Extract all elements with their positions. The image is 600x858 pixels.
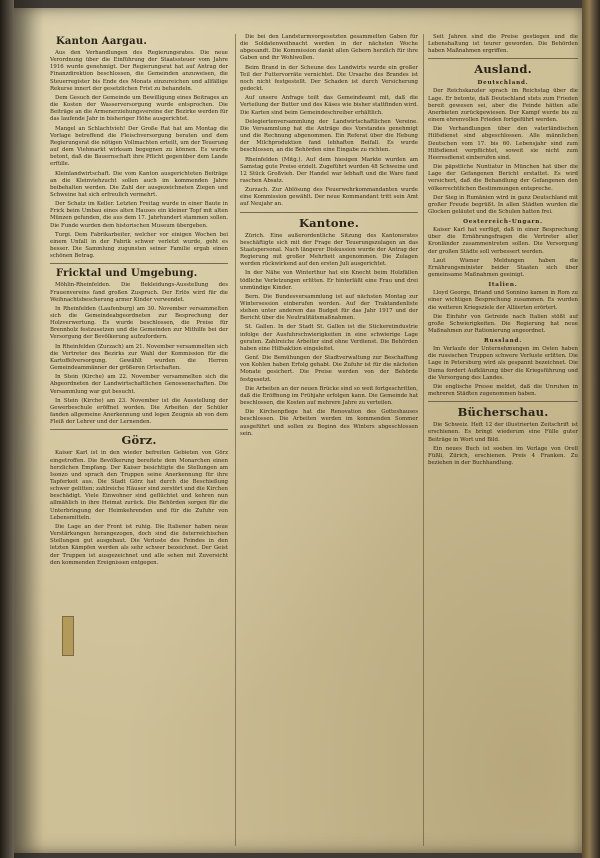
page-edge [582,0,600,858]
section-rule [428,58,578,59]
article-paragraph: Auf unsere Anfrage teilt das Gemeindeamt mit, daß die Verteilung der Butter und des Käses wie bisher stattfinden wird. Die Karten sind beim Gemeindeschreiber erhältlich. [240,95,418,116]
article-paragraph: Die Verhandlungen über den vaterländischen Hilfsdienst sind abgeschlossen. Alle männlichen Deutschen vom 17. bis 60. Lebensjahr sind zum Hilfsdienst verpflichtet, soweit sie nicht zum Heeresdienst einberufen sind. [428,126,578,161]
column-divider [423,34,424,846]
heading-ausland: Ausland. [474,62,532,77]
article-paragraph: Der Schatz im Keller. Letzten Freitag wurde in einer Baute in Frick beim Umbau eines alten Hauses ein kleiner Topf mit alten Münzen gefunden, die aus dem 17. Jahrhundert stammen sollen. Die Funde wurden dem historischen Museum übergeben. [50,201,228,229]
section-rule [428,401,578,402]
subheading-deutschland: Deutschland. [477,80,529,87]
article-paragraph: Genf. Die Bemühungen der Stadtverwaltung zur Beschaffung von Kohlen haben Erfolg gehabt. Die Zufuhr ist für die nächsten Monate gesichert. Die Preise werden von der Behörde festgesetzt. [240,355,418,383]
article-paragraph: Dem Gesuch der Gemeinde um Bewilligung eines Beitrages an die Kosten der Wasserversorgung wurde entsprochen. Die Beiträge an die Armenerziehungsvereine der Bezirke werden für das laufende Jahr in bisheriger Höhe ausgerichtet. [50,94,228,123]
article-paragraph: Aus den Verhandlungen des Regierungsrates. Die neue Verordnung über die Einführung der Staatssteuer vom Jahre 1916 wurde genehmigt. Der Regierungsrat hat auf Antrag der Finanzdirektion beschlossen, die Gemeinden anzuweisen, die Steuerregister bis Ende des Monats einzureichen und allfällige Rekurse innert der gesetzlichen Frist zu behandeln. [50,50,228,92]
column-3 [428,34,578,846]
article-paragraph: Turgi. Dem Fabrikarbeiter, welcher vor einigen Wochen bei einem Unfall in der Fabrik schwer verletzt wurde, geht es besser. Die Sammlung zugunsten seiner Familie ergab einen schönen Betrag. [50,231,228,260]
article-paragraph: Kaiser Karl ist in den wieder befreiten Gebieten von Görz eingetroffen. Die Bevölkerung bereitete dem Monarchen einen herzlichen Empfang. Der Kaiser besichtigte die Stellungen am Isonzo und sprach den Truppen seine Anerkennung für ihre Tapferkeit aus. Die Stadt Görz hat durch die Beschießung schwer gelitten; zahlreiche Häuser sind zerstört und die Kirchen beschädigt. Viele Einwohner sind geflüchtet und kehren nun allmählich in ihre Heimat zurück. Die Behörden sorgen für die Unterbringung der Heimkehrenden und für die Zufuhr von Lebensmitteln. [50,450,228,521]
article-paragraph: Die Schweiz. Heft 12 der illustrierten Zeitschrift ist erschienen. Es bringt wiederum eine Fülle guter Beiträge in Wort und Bild. [428,422,578,443]
heading-goerz: Görz. [121,433,157,448]
article-paragraph: Beim Brand in der Scheune des Landwirts wurde ein großer Teil der Futtervorräte vernichtet. Die Ursache des Brandes ist noch nicht festgestellt. Der Schaden ist durch Versicherung gedeckt. [240,64,418,93]
article-paragraph: Die Arbeiten an der neuen Brücke sind so weit fortgeschritten, daß die Eröffnung im Frühjahr erfolgen kann. Die Gemeinde hat beschlossen, die Kosten auf mehrere Jahre zu verteilen. [240,385,418,407]
column-2 [240,34,418,846]
newspaper-page [14,8,582,853]
article-paragraph: In Rheinfelden (Laufenburg) am 30. November versammelten sich die Gemeindeabgeordneten zur Besprechung der Holzverwertung. Es wurde beschlossen, die Preise für Brennholz festzusetzen und die Gemeinden zur Mithilfe bei der Versorgung der Bevölkerung aufzufordern. [50,305,228,341]
heading-kantone: Kantone. [298,215,360,230]
article-paragraph: St. Gallen. In der Stadt St. Gallen ist die Stickereiindustrie infolge der Ausfuhrschwierigkeiten in eine schwierige Lage geraten. Zahlreiche Arbeiter sind ohne Verdienst. Die Behörden haben eine Hilfsaktion eingeleitet. [240,324,418,352]
subheading-italien: Italien. [488,282,518,289]
article-paragraph: Die Kirchenpflege hat die Renovation des Gotteshauses beschlossen. Die Arbeiten werden im kommenden Sommer ausgeführt und sollen zu Beginn des Winters abgeschlossen sein. [240,409,418,437]
heading-buecherschau: Bücherschau. [457,405,549,420]
section-rule [50,429,228,430]
article-paragraph: Im Verlaufe der Unternehmungen im Osten haben die russischen Truppen schwere Verluste erlitten. Die Lage in Petersburg wird als gespannt bezeichnet. Die Duma fordert Aufklärung über die Kriegsführung und die Versorgung des Landes. [428,346,578,381]
article-paragraph: Zürich. Eine außerordentliche Sitzung des Kantonsrates beschäftigte sich mit der Frage der Teuerungszulagen an das Staatspersonal. Nach längerer Diskussion wurde der Antrag der Regierung mit großer Mehrheit angenommen. Die Zulagen werden rückwirkend auf den ersten Juli ausgerichtet. [240,232,418,268]
section-rule [50,263,228,264]
article-paragraph: In Stein (Kirche) am 23. November ist die Ausstellung der Gewerbeschule eröffnet worden. Die Arbeiten der Schüler fanden allgemeine Anerkennung und legen Zeugnis ab von dem Fleiß der Lehrer und der Lernenden. [50,397,228,426]
article-paragraph: Zurzach. Zur Ablösung des Feuerwehrkommandanten wurde eine Kommission gewählt. Der neue Kommandant tritt sein Amt auf Neujahr an. [240,187,418,208]
article-paragraph: Die päpstliche Nuntiatur in München hat über die Lage der Gefangenen Bericht erstattet. Es wird versichert, daß die Behandlung der Gefangenen den völkerrechtlichen Bestimmungen entspreche. [428,164,578,192]
article-paragraph: Die Lage an der Front ist ruhig. Die Italiener haben neue Verstärkungen herangezogen, doch sind die österreichischen Stellungen gut ausgebaut. Die Verluste des Feindes in den letzten Kämpfen werden als sehr schwer bezeichnet. Der Geist der Truppen ist ausgezeichnet und alle sehen mit Zuversicht den kommenden Ereignissen entgegen. [50,523,228,566]
article-paragraph: Mangel an Schlachtvieh! Der Große Rat hat am Montag die Vorlage betreffend die Fleischversorgung beraten und dem Regierungsrat die nötigen Vollmachten erteilt, um der Teuerung auf dem Viehmarkt wirksam begegnen zu können. Es wurde betont, daß die Bauernschaft ihre Pflicht gegenüber dem Lande erfülle. [50,125,228,168]
article-paragraph: Kaiser Karl hat verfügt, daß in einer Besprechung über die Ernährungsfragen die Vertreter aller Kronländer zusammentreten sollen. Die Versorgung der großen Städte soll verbessert werden. [428,227,578,255]
column-1 [50,34,228,846]
article-paragraph: Seit Jahren sind die Preise gestiegen und die Lebenshaltung ist teurer geworden. Die Behörden haben Maßnahmen ergriffen. [428,34,578,55]
article-paragraph: Bern. Die Bundesversammlung ist auf nächsten Montag zur Wintersession einberufen worden. Auf der Traktandenliste stehen unter anderem das Budget für das Jahr 1917 und der Bericht über die Neutralitätsmaßnahmen. [240,293,418,322]
article-paragraph: Delegiertenversammlung der Landwirtschaftlichen Vereine. Die Versammlung hat die Anträge des Vorstandes genehmigt und die Rechnung abgenommen. Ein Referat über die Hebung der Milchproduktion fand lebhaften Beifall. Es wurde beschlossen, an die Behörden eine Eingabe zu richten. [240,118,418,154]
subheading-russland: Russland. [484,338,522,345]
article-paragraph: Lloyd George, Briand und Sonnino kamen in Rom zu einer wichtigen Besprechung zusammen. Es wurden die weiteren Kriegsziele der Alliierten erörtert. [428,290,578,311]
subheading-oesterreich-ungarn: Oesterreich-Ungarn. [463,219,543,226]
section-rule [240,212,418,213]
article-paragraph: Rheinfelden (Mitg.). Auf dem hiesigen Markte wurden am Samstag gute Preise erzielt. Zugeführt wurden 48 Schweine und 12 Stück Großvieh. Der Handel war lebhaft und die Ware fand raschen Absatz. [240,156,418,184]
article-paragraph: In Rheinfelden (Zurzach) am 21. November versammelten sich die Vertreter des Bezirks zur Wahl der Kommission für die Kartoffelversorgung. Gewählt wurden die Herren Gemeindeammänner der größeren Ortschaften. [50,343,228,372]
article-paragraph: Laut Wiener Meldungen haben die Ernährungsminister beider Staaten sich über gemeinsame Maßnahmen geeinigt. [428,257,578,279]
heading-kanton-aargau: Kanton Aargau. [56,36,148,47]
heading-fricktal: Fricktal und Umgebung. [56,268,198,280]
article-paragraph: Die bei den Landsturmvorgesetzten gesammelten Gaben für die Soldatenweihnacht werden in der nächsten Woche abgesandt. Die Kommission dankt allen Gebern herzlich für ihre Gaben und ihr Wohlwollen. [240,34,418,62]
article-paragraph: Der Reichskanzler sprach im Reichstag über die Lage. Er betonte, daß Deutschland stets zum Frieden bereit gewesen sei, aber die Feinde hätten alle Anerbieten zurückgewiesen. Der Kampf werde bis zu einem ehrenvollen Frieden fortgeführt werden. [428,88,578,124]
article-paragraph: Die englische Presse meldet, daß die Unruhen in mehreren Städten zugenommen haben. [428,383,578,398]
article-paragraph: Möhlin-Rheinfelden. Die Bekleidungs-Ausstellung des Frauenvereins fand großen Zuspruch. Der Erlös wird für die Weihnachtsbescherung armer Kinder verwendet. [50,282,228,303]
book-spine [0,0,14,858]
article-paragraph: Der Sieg in Rumänien wird in ganz Deutschland mit großer Freude begrüßt. In allen Städten wurden die Glocken geläutet und die Schulen hatten frei. [428,194,578,215]
column-divider [235,34,236,846]
article-paragraph: In der Nähe von Winterthur hat ein Knecht beim Holzfällen tödliche Verletzungen erlitten. Er hinterläßt eine Frau und drei unmündige Kinder. [240,270,418,291]
article-paragraph: Kleinlandwirtschaft. Die vom Kanton ausgerichteten Beiträge an die Kleinviehzucht sollen auch im kommenden Jahre beibehalten werden. Die Zahl der ausgezeichneten Ziegen und Schweine hat sich erfreulich vermehrt. [50,170,228,198]
article-paragraph: In Stein (Kirche) am 22. November versammelten sich die Abgeordneten der Landwirtschaftlichen Genossenschaften. Die Versammlung war gut besucht. [50,374,228,395]
article-paragraph: Die Einfuhr von Getreide nach Italien stößt auf große Schwierigkeiten. Die Regierung hat neue Maßnahmen zur Rationierung angeordnet. [428,313,578,334]
article-paragraph: Ein neues Buch ist soeben im Verlage von Orell Füßli, Zürich, erschienen. Preis 4 Franken. Zu beziehen in der Buchhandlung. [428,445,578,467]
